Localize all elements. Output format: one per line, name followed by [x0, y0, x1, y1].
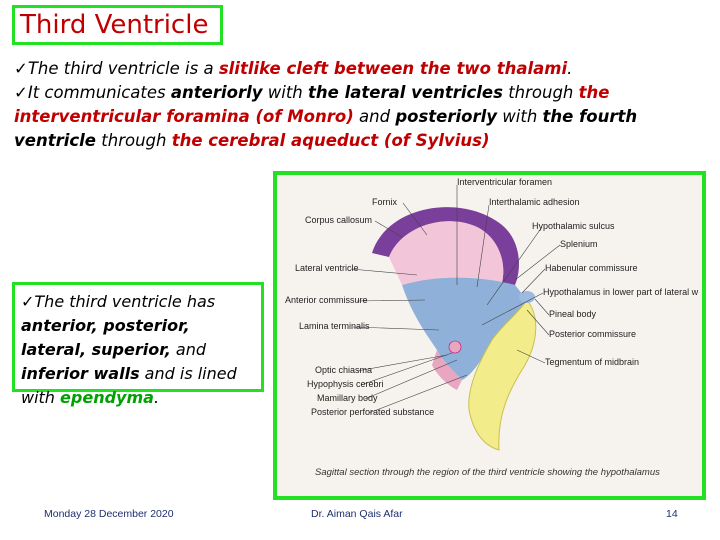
mamillary-body-shape — [449, 341, 461, 353]
footer-date: Monday 28 December 2020 — [44, 508, 174, 520]
bullet-2 — [14, 81, 714, 153]
bullet-1-end: . — [567, 59, 573, 78]
bullet-2-text: and — [353, 107, 396, 126]
label-splenium: Splenium — [560, 239, 598, 249]
bullet-3 — [21, 290, 255, 410]
label-habenular-commissure: Habenular commissure — [545, 263, 638, 273]
figure-caption: Sagittal section through the region of the third ventricle showing the hypothalamus — [315, 467, 660, 478]
label-pineal-body: Pineal body — [549, 309, 597, 319]
label-fornix: Fornix — [372, 197, 398, 207]
check-mark: ✓ — [21, 292, 35, 311]
slide-title: Third Ventricle — [20, 10, 209, 40]
label-interventricular-foramen: Interventricular foramen — [457, 177, 553, 187]
label-hypothalamic-sulcus: Hypothalamic sulcus — [532, 221, 615, 231]
body-text — [14, 57, 714, 153]
bullet-2-foramina: the interventricular foramina (of Monro) — [14, 83, 610, 126]
label-hypothalamus-lower-wall: Hypothalamus in lower part of lateral w — [543, 287, 699, 297]
bullet-3-text: The third ventricle has — [34, 292, 216, 311]
bullet-3-end: . — [153, 388, 160, 407]
label-lamina-terminalis: Lamina terminalis — [299, 321, 370, 331]
bullet-2-fourth-ventricle: the fourth ventricle — [14, 107, 638, 150]
bullet-2-text: through — [96, 131, 172, 150]
label-corpus-callosum: Corpus callosum — [305, 215, 373, 225]
label-posterior-perforated-substance: Posterior perforated substance — [311, 407, 435, 417]
bullet-1-highlight: slitlike cleft between the two thalami — [218, 59, 568, 78]
check-mark: ✓ — [14, 83, 28, 102]
label-tegmentum-midbrain: Tegmentum of midbrain — [545, 357, 640, 367]
bullet-3-text: and — [170, 340, 206, 359]
label-interthalamic-adhesion: Interthalamic adhesion — [489, 197, 580, 207]
bullet-2-text: It communicates — [27, 83, 171, 102]
check-mark: ✓ — [14, 59, 28, 78]
footer-author: Dr. Aiman Qais Afar — [311, 508, 403, 520]
bullet-3-ependyma: ependyma — [60, 388, 154, 407]
bullet-2-lateral-ventricles: the lateral ventricles — [308, 83, 503, 102]
bullet-2-text: with — [497, 107, 543, 126]
footer-page-number: 14 — [666, 508, 678, 520]
bullet-1-text: The third ventricle is a — [27, 59, 219, 78]
bullet-2-posteriorly: posteriorly — [395, 107, 498, 126]
label-mamillary-body: Mamillary body — [317, 393, 378, 403]
label-optic-chiasma: Optic chiasma — [315, 365, 373, 375]
bullet-2-aqueduct: the cerebral aqueduct (of Sylvius) — [171, 131, 490, 150]
figure-frame — [273, 171, 706, 500]
bullet-3-text: and is lined with — [21, 364, 237, 407]
overlay-text-box — [12, 282, 264, 407]
bullet-2-text: through — [502, 83, 579, 102]
bullet-3-inferior-walls: inferior walls — [21, 364, 140, 383]
bullet-2-text: with — [262, 83, 309, 102]
label-posterior-commissure: Posterior commissure — [549, 329, 637, 339]
sagittal-section-figure — [277, 175, 702, 496]
label-anterior-commissure: Anterior commissure — [285, 295, 368, 305]
label-lateral-ventricle: Lateral ventricle — [295, 263, 359, 273]
bullet-3-walls: anterior, posterior, lateral, superior, — [21, 316, 190, 359]
bullet-1 — [14, 57, 714, 81]
bullet-2-anteriorly: anteriorly — [170, 83, 263, 102]
label-hypophysis-cerebri: Hypophysis cerebri — [307, 379, 384, 389]
